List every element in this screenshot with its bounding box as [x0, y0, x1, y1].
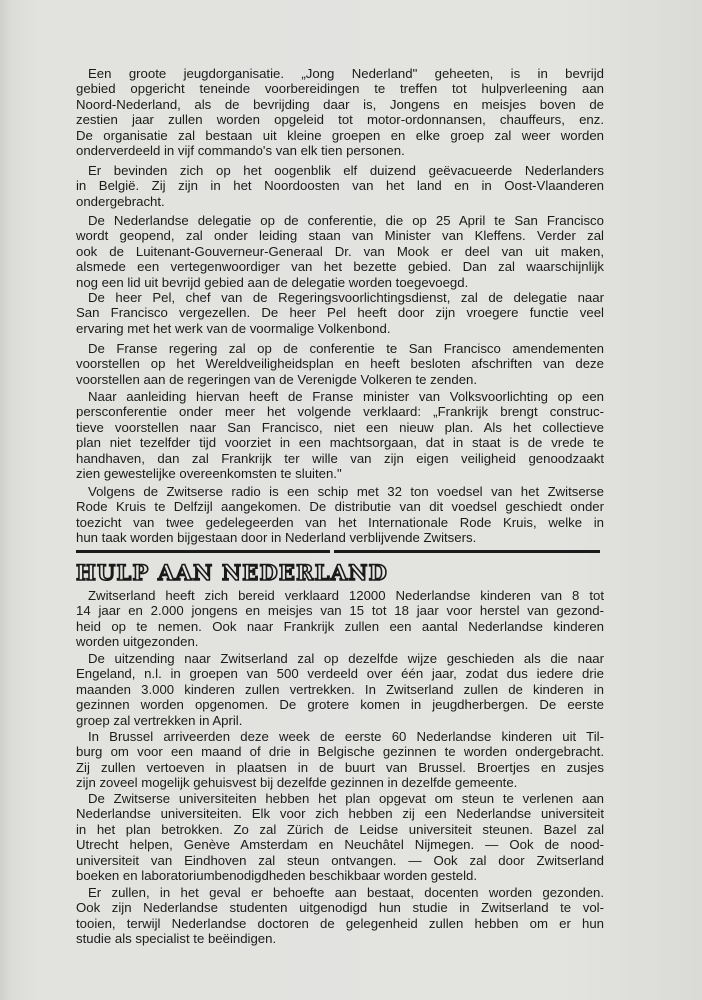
paragraph	[76, 885, 604, 947]
text-line: nog een lid uit bevrijd gebied aan de delegatie worden toegevoegd.	[76, 274, 469, 290]
text-line: Naar aanleiding hiervan heeft de Franse minister van Volksvoorlichting op een	[88, 389, 604, 404]
text-line: Rode Kruis te Delfzijl aangekomen. De distributie van dit voedsel geschiedt onder	[76, 499, 604, 515]
text-line: worden uitgezonden.	[76, 634, 199, 650]
text-line: Ook zijn Nederlandse studenten uitgenodigd hun studie in Zwitserland te vol-	[76, 900, 604, 916]
text-line: De heer Pel, chef van de Regeringsvoorlichtingsdienst, zal de delegatie naar	[88, 290, 604, 305]
paragraph	[76, 484, 604, 546]
text-line: toezicht van twee gedelegeerden van het Internationale Rode Kruis, welke in	[76, 514, 604, 530]
text-line: wordt geopend, zal onder leiding staan van Minister van Kleffens. Verder zal	[76, 228, 604, 244]
text-line: in België. Zij zijn in het Noordoosten van het land en in Oost-Vlaanderen	[76, 178, 604, 194]
text-line: in het plan betrokken. Zo zal Zürich de Leidse universiteit steunen. Bazel zal	[76, 821, 604, 837]
text-line: De Zwitserse universiteiten hebben het plan opgevat om steun te verlenen aan	[88, 791, 604, 806]
text-line: plan niet tezelfder tijd voorziet in een machtsorgaan, dat in staat is de vrede te	[76, 435, 604, 451]
text-line: In Brussel arriveerden deze week de eerste 60 Nederlandse kinderen uit Til-	[88, 729, 604, 744]
paragraph	[76, 588, 604, 650]
text-line: Noord-Nederland, als de bevrijding daar is, Jongens en meisjes boven de	[76, 96, 604, 112]
paragraph	[76, 389, 604, 481]
paragraph	[76, 163, 604, 209]
text-line: zijn zoveel mogelijk gehuisvest bij dezelfde gezinnen in dezelfde gemeente.	[76, 775, 518, 791]
text-line: voorstellen aan de regeringen van de Verenigde Volkeren te zenden.	[76, 371, 478, 387]
text-line: tieve voorstellen naar San Francisco, niet een nieuw plan. Als het collectieve	[76, 419, 604, 435]
text-line: voorstellen op het Wereldveiligheidsplan en heeft besloten afschriften van deze	[76, 356, 604, 372]
text-line: boeken en laboratoriumbenodigdheden beschikbaar worden gesteld.	[76, 867, 478, 883]
paragraph	[76, 66, 604, 158]
text-line: alsmede een vertegenwoordiger van het bezette gebied. Dan zal waarschijnlijk	[76, 259, 604, 275]
text-line: persconferentie onder meer het volgende verklaard: „Frankrijk brengt construc-	[76, 404, 604, 420]
text-line: 14 jaar en 2.000 jongens en meisjes van 15 tot 18 jaar voor herstel van gezond-	[76, 603, 604, 619]
paragraph	[76, 729, 604, 791]
text-line: De organisatie zal bestaan uit kleine groepen en elke groep zal weer worden	[76, 127, 604, 143]
text-line: zien gewestelijke overeenkomsten te sluiten."	[76, 465, 342, 481]
text-line: tooien, terwijl Nederlandse doctoren de gelegenheid zullen hebben om er hun	[76, 915, 604, 931]
text-line: San Francisco vergezellen. De heer Pel heeft door zijn vroegere functie veel	[76, 305, 604, 321]
paragraph	[76, 341, 604, 387]
paragraph	[76, 290, 604, 336]
text-line: Engeland, n.l. in groepen van 500 verdeeld over één jaar, zodat dus iedere drie	[76, 666, 604, 682]
text-line: Zwitserland heeft zich bereid verklaard 12000 Nederlandse kinderen van 8 tot	[88, 588, 604, 603]
paragraph	[76, 791, 604, 883]
text-line: Zij zullen vertoeven in plaatsen in de buurt van Brussel. Broertjes en zusjes	[76, 759, 604, 775]
paragraph	[76, 651, 604, 728]
text-line: ondergebracht.	[76, 193, 165, 209]
text-line: maanden 3.000 kinderen zullen vertrekken. In Zwitserland zullen de kinderen in	[76, 681, 604, 697]
text-line: Nederlandse universiteiten. Elk voor zich hebben zij een Nederlandse universiteit	[76, 806, 604, 822]
text-line: universiteit van Eindhoven zal steun ontvangen. — Ook zal door Zwitserland	[76, 852, 604, 868]
text-line: zestien jaar zullen worden opgeleid tot motor-ordonnansen, chauffeurs, enz.	[76, 112, 604, 128]
text-line: Utrecht helpen, Genève Amsterdam en Neuchâtel Nijmegen. — Ook de nood-	[76, 837, 604, 853]
text-line: gebied opgericht teneinde voorbereidingen te treffen tot hulpverleening aan	[76, 81, 604, 97]
text-line: Een groote jeugdorganisatie. „Jong Nederland" geheeten, is in bevrijd	[88, 66, 604, 81]
text-line: gezinnen worden opgenomen. De grotere komen in jeugdherbergen. De eerste	[76, 697, 604, 713]
text-line: De uitzending naar Zwitserland zal op dezelfde wijze geschieden als die naar	[88, 651, 604, 666]
text-line: hun taak worden bijgestaan door in Nederland verblijvende Zwitsers.	[76, 530, 477, 546]
text-line: onderverdeeld in vijf commando's van elk tien personen.	[76, 142, 405, 158]
text-line: Volgens de Zwitserse radio is een schip met 32 ton voedsel van het Zwitserse	[88, 484, 604, 499]
text-line: De Nederlandse delegatie op de conferentie, die op 25 April te San Francisco	[88, 213, 604, 228]
section-heading: HULP AAN NEDERLAND	[76, 560, 389, 585]
section-divider-right	[334, 550, 600, 553]
text-line: ook de Luitenant-Gouverneur-Generaal Dr. van Mook er deel van uit maken,	[76, 243, 604, 259]
text-line: Er bevinden zich op het oogenblik elf duizend geëvacueerde Nederlanders	[88, 163, 604, 178]
text-line: studie als specialist te beëindigen.	[76, 931, 277, 947]
text-line: handhaven, dan zal Frankrijk ter wille van zijn eigen veiligheid genoodzaakt	[76, 450, 604, 466]
paragraph	[76, 213, 604, 290]
text-line: De Franse regering zal op de conferentie te San Francisco amendementen	[88, 341, 604, 356]
text-line: heid op te nemen. Ook naar Frankrijk zullen een aantal Nederlandse kinderen	[76, 618, 604, 634]
text-line: Er zullen, in het geval er behoefte aan bestaat, docenten worden gezonden.	[88, 885, 604, 900]
text-line: ervaring met het werk van de voormalige Volkenbond.	[76, 320, 391, 336]
text-line: burg om voor een maand of drie in Belgische gezinnen te worden ondergebracht.	[76, 744, 604, 760]
text-line: groep zal vertrekken in April.	[76, 712, 243, 728]
section-divider-left	[76, 550, 330, 553]
